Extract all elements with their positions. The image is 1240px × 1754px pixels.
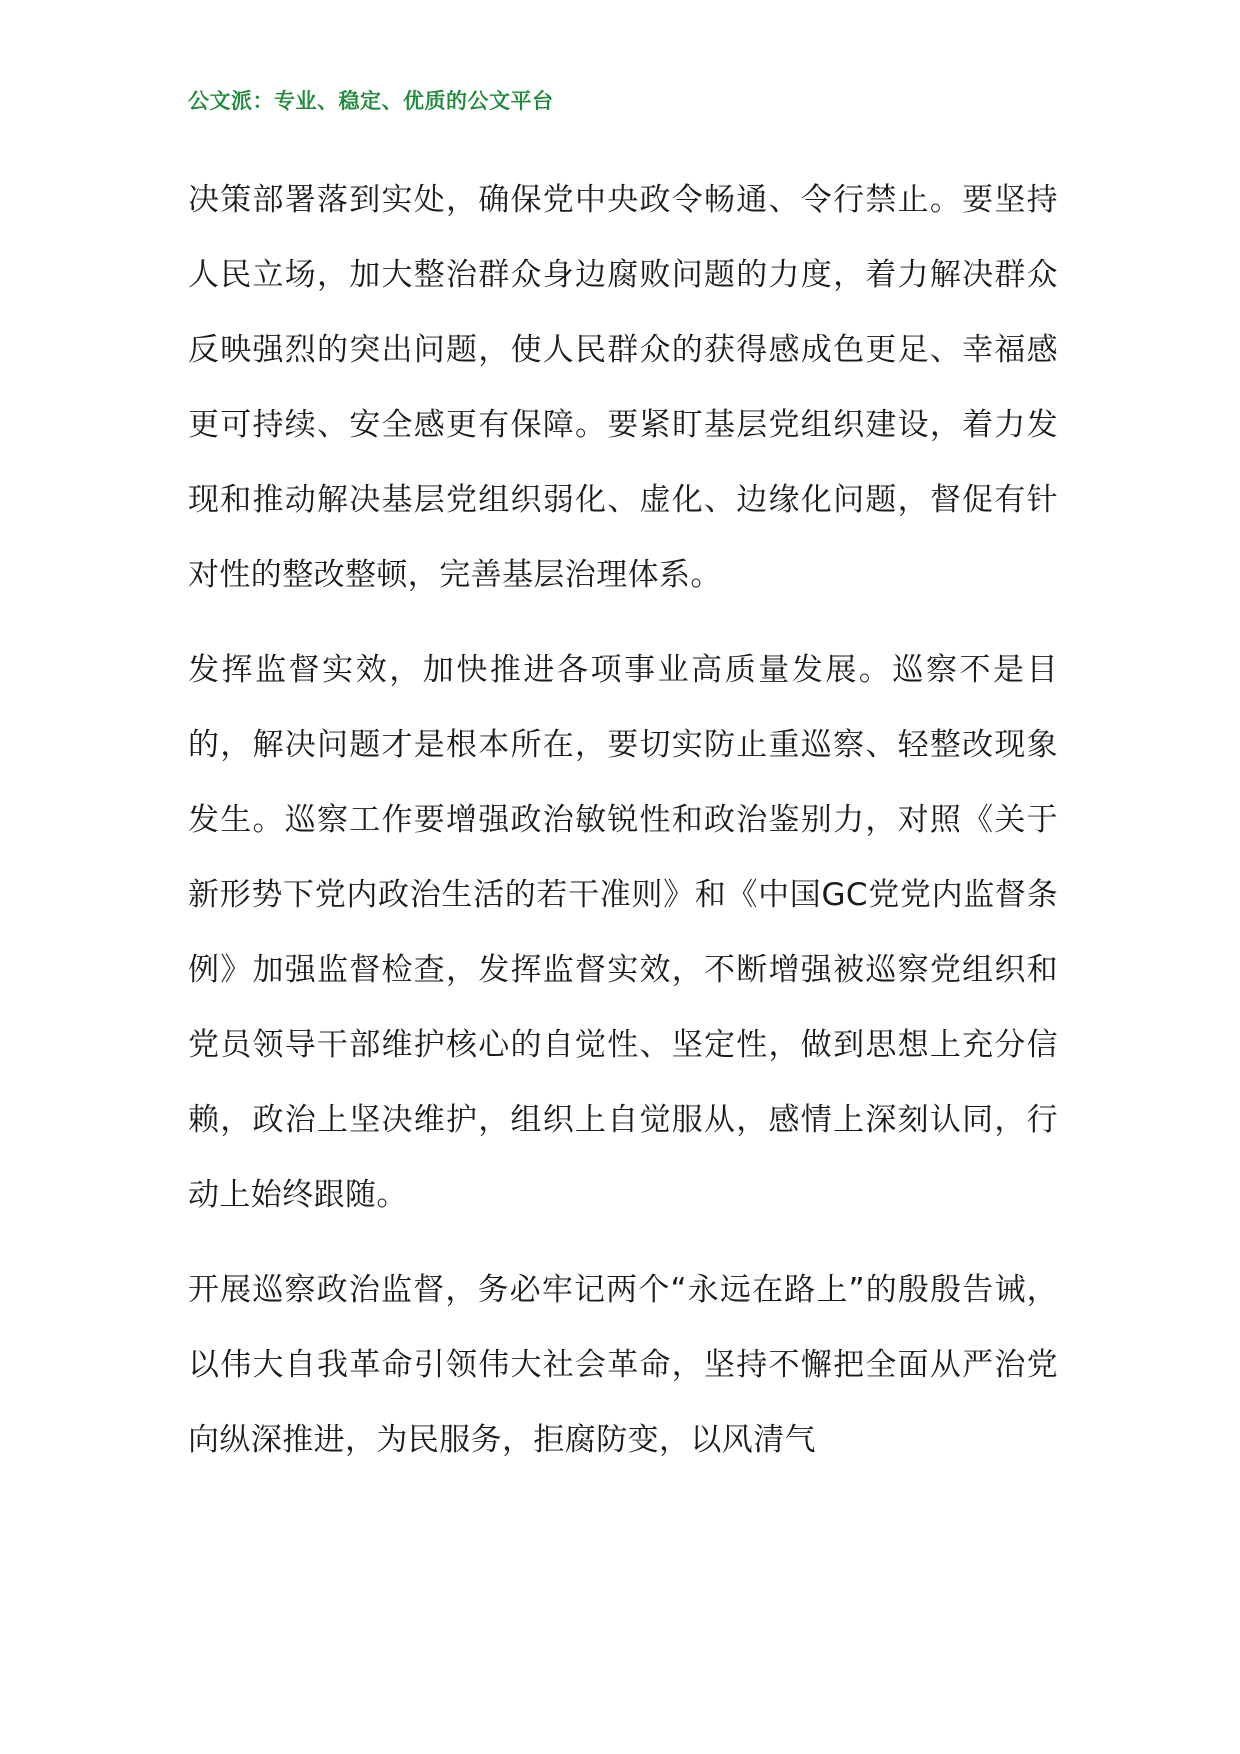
- paragraph-3: 开展巡察政治监督，务必牢记两个“永远在路上”的殷殷告诫，以伟大自我革命引领伟大社会革命，坚持不懈把全面从严治党向纵深推进，为民服务，拒腐防变，以风清气: [188, 1272, 1058, 1458]
- paragraph-2: 发挥监督实效，加快推进各项事业高质量发展。巡察不是目的，解决问题才是根本所在，要切实防止重巡察、轻整改现象发生。巡察工作要增强政治敏锐性和政治鉴别力，对照《关于新形势下党内政治生活的若干准则》和《中国GC党党内监督条例》加强监督检查，发挥监督实效，不断增强被巡察党组织和党员领导干部维护核心的自觉性、坚定性，做到思想上充分信赖，政治上坚决维护，组织上自觉服从，感情上深刻认同，行动上始终跟随。: [188, 652, 1058, 1213]
- page-header-title: 公文派：专业、稳定、优质的公文平台: [188, 89, 554, 113]
- document-body: [188, 163, 1058, 1498]
- paragraph-1: 决策部署落到实处，确保党中央政令畅通、令行禁止。要坚持人民立场，加大整治群众身边腐败问题的力度，着力解决群众反映强烈的突出问题，使人民群众的获得感成色更足、幸福感更可持续、安全感更有保障。要紧盯基层党组织建设，着力发现和推动解决基层党组织弱化、虚化、边缘化问题，督促有针对性的整改整顿，完善基层治理体系。: [188, 182, 1058, 593]
